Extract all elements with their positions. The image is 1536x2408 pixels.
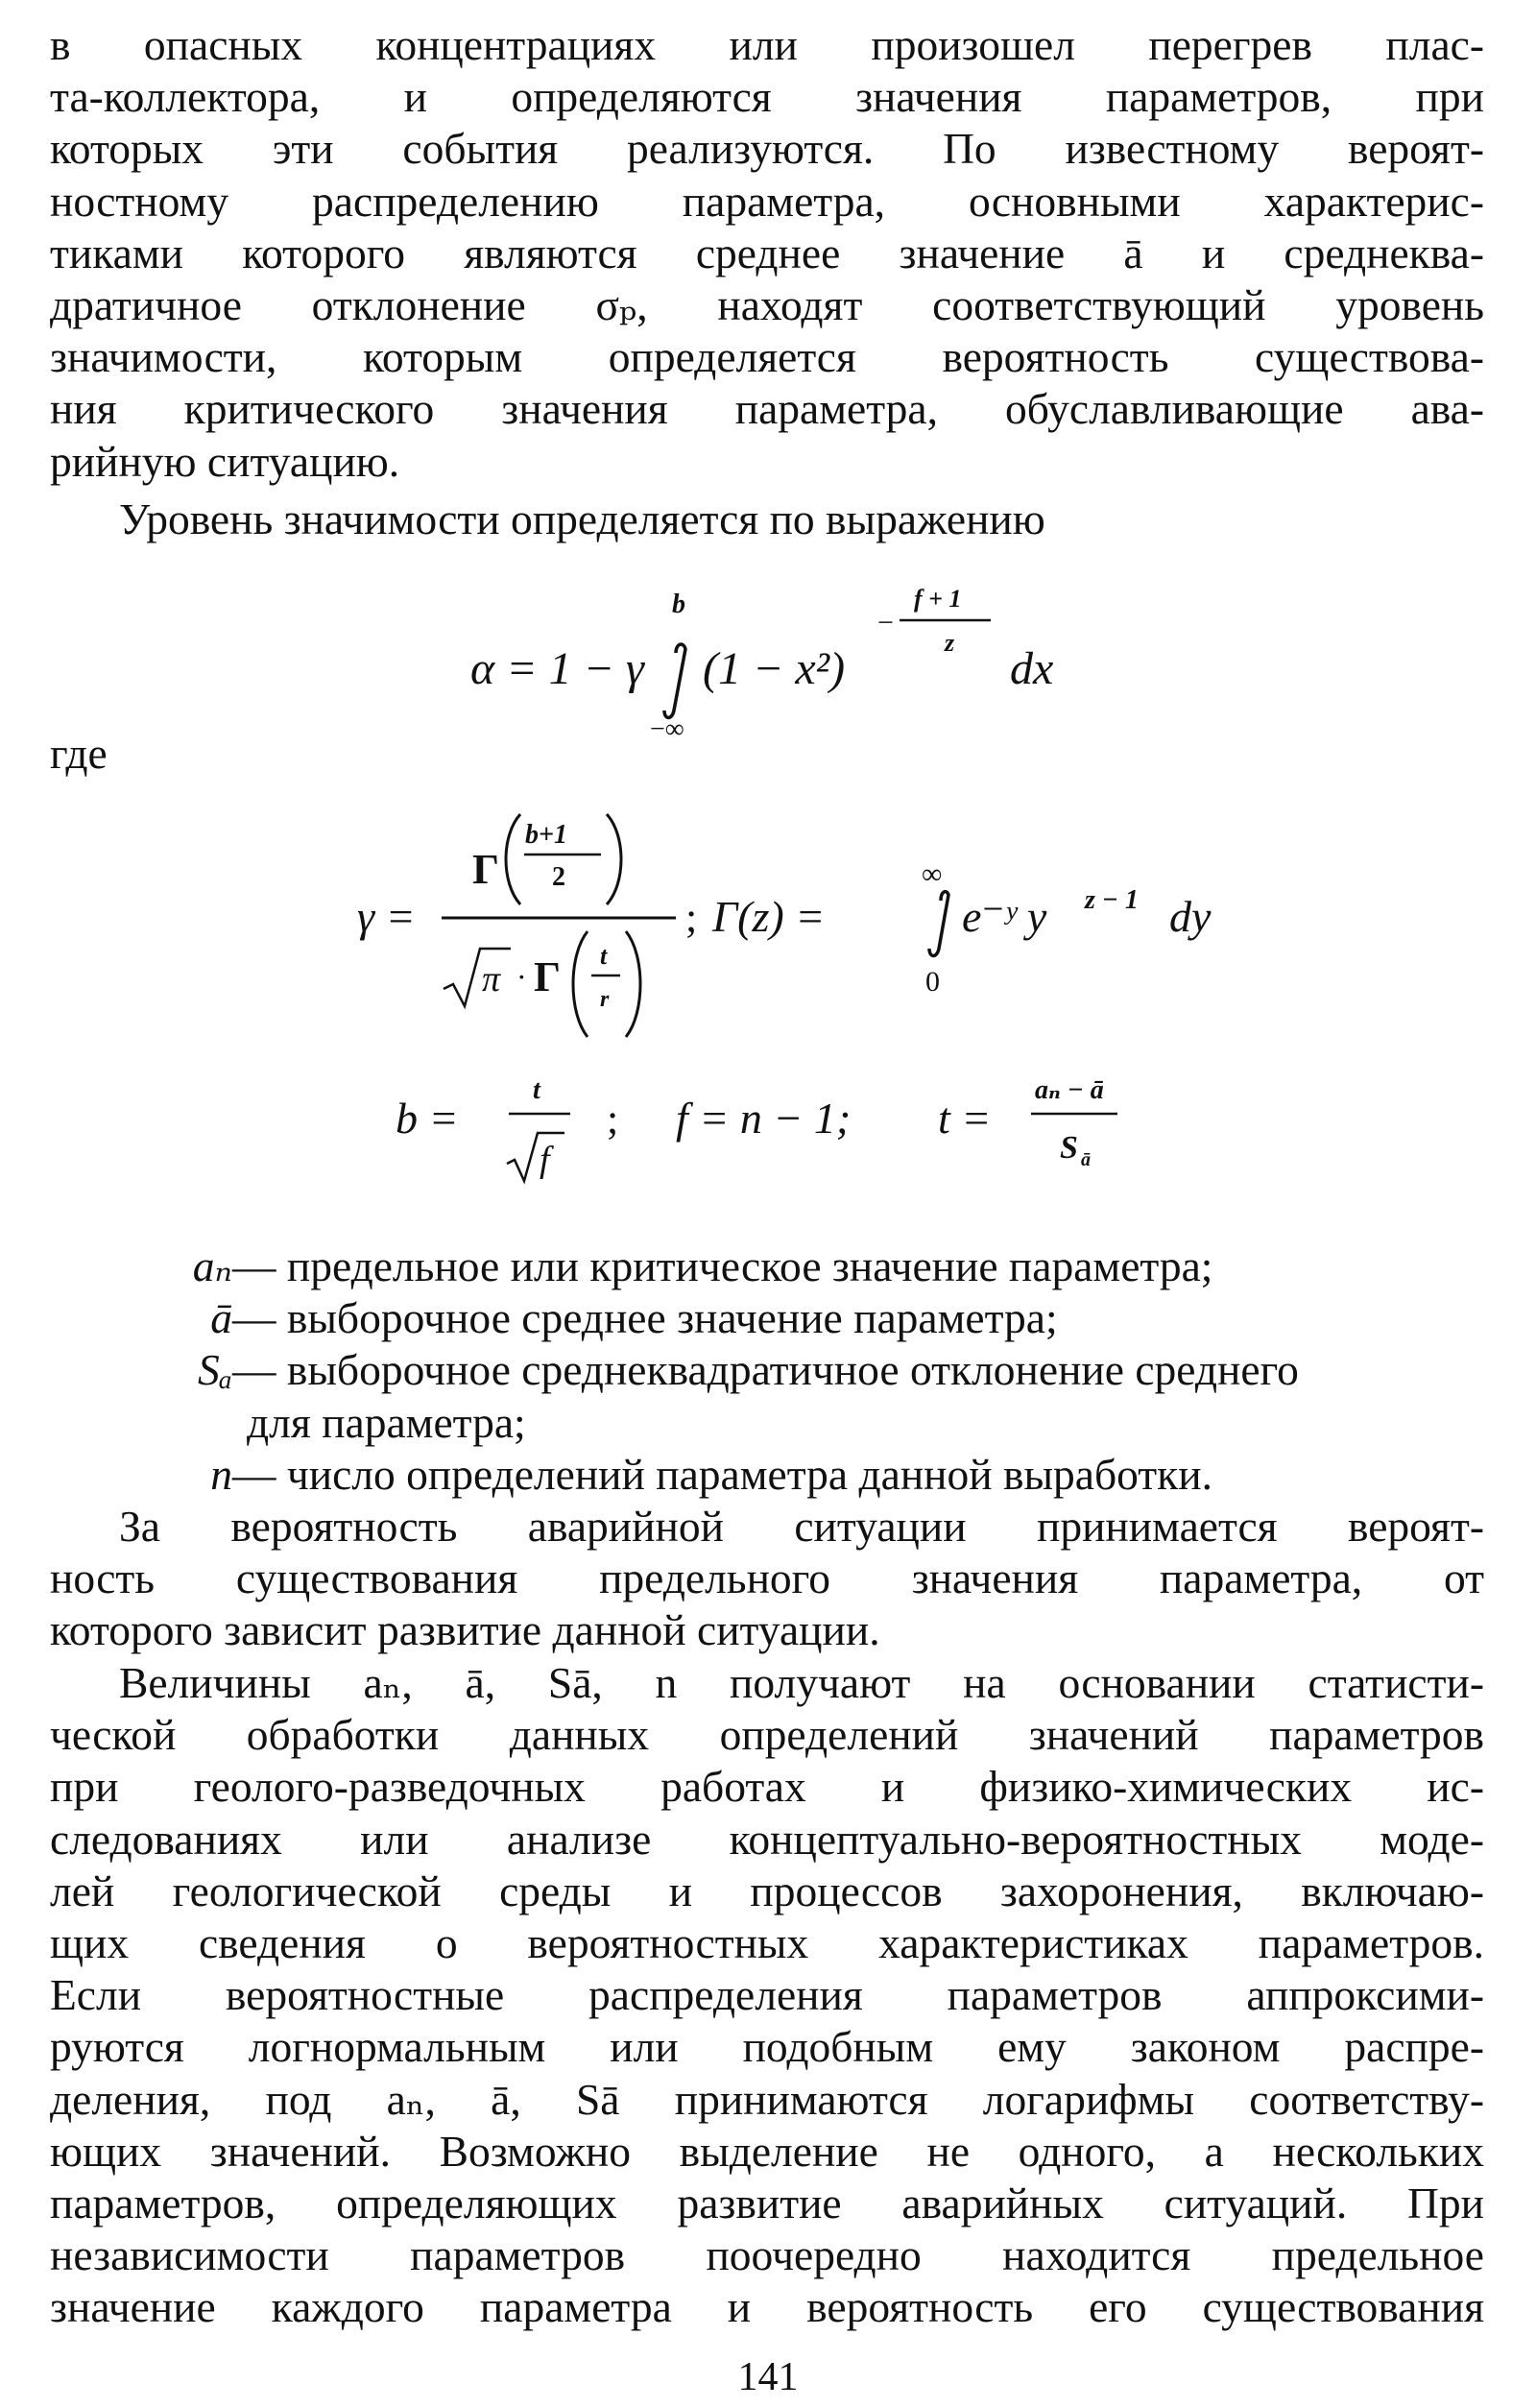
- definition-symbol: Sₐ: [197, 1345, 232, 1395]
- definition-item: [50, 1449, 1484, 1501]
- definition-continuation: для параметра;: [247, 1397, 526, 1447]
- text-line: которого зависит развитие данной ситуации.: [50, 1605, 880, 1655]
- formula-upper-limit: b: [672, 590, 685, 619]
- exponent-numerator: f + 1: [914, 585, 962, 613]
- symbol-definitions: [50, 1240, 1484, 1501]
- text-line: значение каждого параметра и вероятность его существования: [50, 2282, 1484, 2332]
- text-line: щих сведения о вероятностных характеристиках параметров.: [50, 1918, 1484, 1968]
- formula-gamma: [50, 787, 1484, 1047]
- sqrt-sign: [507, 1133, 564, 1181]
- gamma-integrand: e⁻ʸ y: [962, 892, 1047, 941]
- den-sqrt-arg: π: [482, 959, 501, 999]
- gamma-symbol-denominator: Γ: [534, 953, 561, 1000]
- text-line: деления, под aₙ, ā, Sā принимаются логарифмы соответству-: [50, 2074, 1484, 2124]
- definition-item: [50, 1240, 1484, 1292]
- formula-separator: ;: [685, 894, 698, 941]
- gamma-differential: dy: [1169, 892, 1212, 941]
- text-line: независимости параметров поочередно находится предельное: [50, 2230, 1484, 2280]
- t-denominator-subscript: ā: [1081, 1149, 1091, 1170]
- paren-left: [506, 814, 520, 904]
- gamma-z-lhs: Γ(z) =: [712, 892, 826, 941]
- definition-text: — предельное или критическое значение параметра;: [232, 1241, 1213, 1290]
- exponent-denominator: z: [945, 629, 955, 657]
- den-frac-num: t: [600, 942, 608, 970]
- text-line: ческой обработки данных определений значений параметров: [50, 1710, 1484, 1760]
- text-line: рийную ситуацию.: [50, 436, 400, 486]
- formula-lower-limit: −∞: [650, 714, 684, 744]
- text-line: Если вероятностные распределения параметров аппроксими-: [50, 1970, 1484, 2020]
- definition-text: — число определений параметра данной выработки.: [232, 1449, 1213, 1499]
- definition-symbol: n: [210, 1449, 232, 1499]
- text-line: та-коллектора, и определяются значения параметров, при: [50, 72, 1484, 122]
- definition-symbol: aₙ: [192, 1241, 232, 1290]
- text-line: Величины aₙ, ā, Sā, n получают на основании статисти-: [119, 1658, 1484, 1707]
- num-frac-den: 2: [552, 862, 565, 892]
- b-denominator: f: [540, 1140, 550, 1180]
- b-numerator: t: [533, 1075, 540, 1105]
- paren-right: [626, 931, 640, 1037]
- text-line: руются логнормальным или подобным ему законом распре-: [50, 2022, 1484, 2072]
- text-line: лей геологической среды и процессов захоронения, включаю-: [50, 1866, 1484, 1915]
- paren-right: [607, 814, 621, 904]
- text-line: следованиях или анализе концептуально-вероятностных моде-: [50, 1814, 1484, 1864]
- text-line: Уровень значимости определяется по выражению: [119, 494, 1045, 543]
- den-frac-den: r: [600, 987, 610, 1012]
- definition-item: [50, 1344, 1484, 1396]
- dot-operator: ·: [516, 959, 527, 994]
- formula-parameters: [50, 1056, 1484, 1200]
- definition-text: — выборочное среднеквадратичное отклонение среднего: [232, 1345, 1299, 1395]
- paren-left: [573, 931, 588, 1037]
- text-line: при геолого-разведочных работах и физико-химических ис-: [50, 1762, 1484, 1812]
- integral-sign: [664, 644, 685, 717]
- paragraph-accident-probability: [50, 1501, 1484, 1657]
- text-line: которых эти события реализуются. По известному вероят-: [50, 124, 1484, 174]
- gamma-lhs: γ =: [357, 892, 416, 941]
- formula-integrand: (1 − x²): [703, 643, 846, 694]
- paragraph-significance-level: [50, 494, 1484, 545]
- text-line: в опасных концентрациях или произошел перегрев плас-: [50, 20, 1484, 69]
- sqrt-sign: [444, 949, 511, 1006]
- text-line: ность существования предельного значения параметра, от: [50, 1553, 1484, 1603]
- formula-separator: ;: [607, 1096, 619, 1143]
- text-line: параметров, определяющих развитие аварийных ситуаций. При: [50, 2179, 1484, 2228]
- text-line: ностному распределению параметра, основными характерис-: [50, 176, 1484, 226]
- text-line: тиками которого являются среднее значение ā и среднеква-: [50, 228, 1484, 277]
- text-line: ющих значений. Возможно выделение не одного, а нескольких: [50, 2126, 1484, 2176]
- b-lhs: b =: [396, 1094, 459, 1143]
- f-equation: f = n − 1;: [676, 1094, 852, 1143]
- text-line: За вероятность аварийной ситуации принимается вероят-: [119, 1502, 1484, 1551]
- gamma-symbol-numerator: Γ: [472, 846, 499, 893]
- integral-lower: 0: [925, 966, 940, 998]
- t-numerator: aₙ − ā: [1035, 1075, 1104, 1105]
- text-line: значимости, которым определяется вероятность существова-: [50, 332, 1484, 382]
- gamma-exponent: z − 1: [1085, 885, 1139, 915]
- definition-symbol: ā: [210, 1293, 232, 1343]
- definition-text: — выборочное среднее значение параметра;: [232, 1293, 1058, 1343]
- integral-upper: ∞: [922, 858, 943, 890]
- definition-item: [50, 1292, 1484, 1344]
- paragraph-statistical-processing: [50, 1657, 1484, 2334]
- formula-significance-level: [50, 576, 1484, 744]
- integral-sign: [929, 892, 948, 956]
- text-line: ния критического значения параметра, обуславливающие ава-: [50, 384, 1484, 434]
- num-frac-num: b+1: [525, 820, 567, 850]
- page-number: 141: [737, 2355, 799, 2399]
- paragraph-intro: [50, 19, 1484, 488]
- t-lhs: t =: [938, 1094, 992, 1143]
- formula-differential: dx: [1010, 643, 1054, 694]
- formula-lhs: α = 1 − γ: [470, 643, 644, 694]
- where-label: где: [50, 729, 108, 778]
- text-line: дратичное отклонение σₚ, находят соответствующий уровень: [50, 280, 1484, 330]
- t-denominator: S: [1060, 1130, 1078, 1166]
- exponent-minus: −: [877, 607, 894, 638]
